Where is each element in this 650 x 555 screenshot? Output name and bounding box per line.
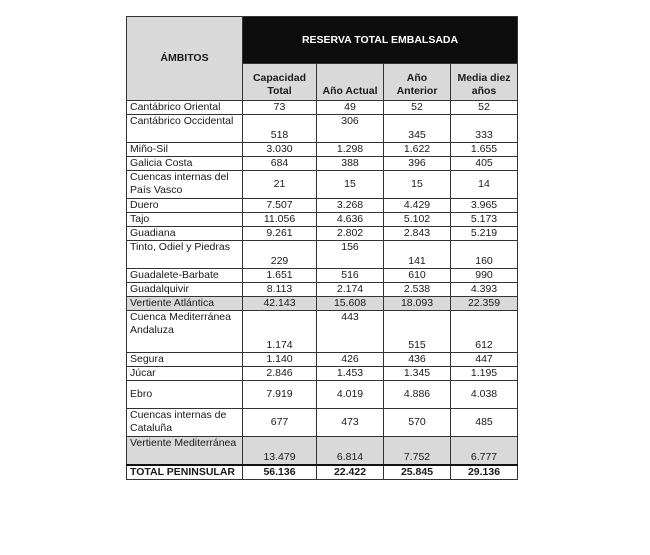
cell-anterior: 2.538 <box>384 283 451 297</box>
cell-media: 4.038 <box>451 381 518 409</box>
cell-anterior: 4.429 <box>384 199 451 213</box>
cell-anterior: 610 <box>384 269 451 283</box>
cell-media: 5.219 <box>451 227 518 241</box>
cell-actual: 22.422 <box>317 465 384 480</box>
cell-media: 52 <box>451 101 518 115</box>
cell-capacidad: 677 <box>243 409 317 437</box>
cell-capacidad: 8.113 <box>243 283 317 297</box>
cell-actual: 4.636 <box>317 213 384 227</box>
cell-media: 447 <box>451 353 518 367</box>
row-name: Cuencas internas de Cataluña <box>127 409 243 437</box>
cell-anterior: 515 <box>384 311 451 353</box>
cell-media: 405 <box>451 157 518 171</box>
cell-capacidad: 21 <box>243 171 317 199</box>
row-name: Guadalquivir <box>127 283 243 297</box>
cell-anterior: 4.886 <box>384 381 451 409</box>
cell-actual: 2.802 <box>317 227 384 241</box>
table-row <box>127 143 518 157</box>
reservoir-table <box>126 16 518 480</box>
cell-media: 3.965 <box>451 199 518 213</box>
row-name: Cuenca Mediterránea Andaluza <box>127 311 243 353</box>
table-row <box>127 311 518 353</box>
table-row <box>127 353 518 367</box>
subtotal-row <box>127 297 518 311</box>
cell-capacidad: 7.507 <box>243 199 317 213</box>
row-name: TOTAL PENINSULAR <box>127 465 243 480</box>
cell-media: 612 <box>451 311 518 353</box>
cell-media: 29.136 <box>451 465 518 480</box>
cell-anterior: 2.843 <box>384 227 451 241</box>
row-name: Guadiana <box>127 227 243 241</box>
cell-anterior: 345 <box>384 115 451 143</box>
cell-media: 4.393 <box>451 283 518 297</box>
cell-capacidad: 2.846 <box>243 367 317 381</box>
row-name: Vertiente Atlántica <box>127 297 243 311</box>
cell-actual: 516 <box>317 269 384 283</box>
cell-media: 14 <box>451 171 518 199</box>
row-name: Duero <box>127 199 243 213</box>
cell-capacidad: 3.030 <box>243 143 317 157</box>
cell-anterior: 1.345 <box>384 367 451 381</box>
cell-media: 485 <box>451 409 518 437</box>
cell-actual: 4.019 <box>317 381 384 409</box>
cell-capacidad: 684 <box>243 157 317 171</box>
cell-actual: 473 <box>317 409 384 437</box>
cell-media: 22.359 <box>451 297 518 311</box>
cell-capacidad: 73 <box>243 101 317 115</box>
row-name: Tinto, Odiel y Piedras <box>127 241 243 269</box>
row-name: Guadalete-Barbate <box>127 269 243 283</box>
cell-media: 6.777 <box>451 437 518 466</box>
ambitos-header: ÁMBITOS <box>127 17 243 101</box>
cell-capacidad: 11.056 <box>243 213 317 227</box>
cell-anterior: 141 <box>384 241 451 269</box>
row-name: Cantábrico Oriental <box>127 101 243 115</box>
table-row <box>127 213 518 227</box>
row-name: Vertiente Mediterránea <box>127 437 243 466</box>
cell-anterior: 15 <box>384 171 451 199</box>
cell-capacidad: 229 <box>243 241 317 269</box>
cell-actual: 306 <box>317 115 384 143</box>
row-name: Tajo <box>127 213 243 227</box>
row-name: Júcar <box>127 367 243 381</box>
row-name: Cuencas internas del País Vasco <box>127 171 243 199</box>
reserva-header: RESERVA TOTAL EMBALSADA <box>243 17 518 64</box>
table-row <box>127 115 518 143</box>
cell-anterior: 18.093 <box>384 297 451 311</box>
cell-actual: 1.298 <box>317 143 384 157</box>
row-name: Segura <box>127 353 243 367</box>
table-row <box>127 367 518 381</box>
total-row <box>127 465 518 480</box>
col-header-media: Media diez años <box>451 64 518 101</box>
cell-actual: 3.268 <box>317 199 384 213</box>
cell-actual: 15.608 <box>317 297 384 311</box>
cell-capacidad: 9.261 <box>243 227 317 241</box>
cell-media: 1.655 <box>451 143 518 157</box>
cell-media: 990 <box>451 269 518 283</box>
cell-anterior: 5.102 <box>384 213 451 227</box>
cell-capacidad: 56.136 <box>243 465 317 480</box>
cell-media: 333 <box>451 115 518 143</box>
col-header-capacidad: Capacidad Total <box>243 64 317 101</box>
cell-anterior: 1.622 <box>384 143 451 157</box>
cell-anterior: 436 <box>384 353 451 367</box>
row-name: Galicia Costa <box>127 157 243 171</box>
table-row <box>127 269 518 283</box>
table-row <box>127 101 518 115</box>
subtotal-row <box>127 437 518 466</box>
cell-capacidad: 1.651 <box>243 269 317 283</box>
col-header-anterior: Año Anterior <box>384 64 451 101</box>
cell-actual: 49 <box>317 101 384 115</box>
cell-capacidad: 13.479 <box>243 437 317 466</box>
cell-actual: 388 <box>317 157 384 171</box>
table-row <box>127 409 518 437</box>
cell-capacidad: 1.174 <box>243 311 317 353</box>
cell-capacidad: 1.140 <box>243 353 317 367</box>
cell-capacidad: 518 <box>243 115 317 143</box>
cell-actual: 15 <box>317 171 384 199</box>
cell-media: 5.173 <box>451 213 518 227</box>
table-row <box>127 171 518 199</box>
row-name: Miño-Sil <box>127 143 243 157</box>
cell-media: 1.195 <box>451 367 518 381</box>
table-row <box>127 227 518 241</box>
cell-anterior: 570 <box>384 409 451 437</box>
cell-anterior: 7.752 <box>384 437 451 466</box>
col-header-actual: Año Actual <box>317 64 384 101</box>
cell-actual: 426 <box>317 353 384 367</box>
cell-actual: 1.453 <box>317 367 384 381</box>
table-row <box>127 283 518 297</box>
table-row <box>127 199 518 213</box>
cell-anterior: 52 <box>384 101 451 115</box>
cell-actual: 443 <box>317 311 384 353</box>
cell-anterior: 396 <box>384 157 451 171</box>
cell-actual: 156 <box>317 241 384 269</box>
cell-capacidad: 7.919 <box>243 381 317 409</box>
table-row <box>127 381 518 409</box>
cell-actual: 2.174 <box>317 283 384 297</box>
table-row <box>127 157 518 171</box>
table-row <box>127 241 518 269</box>
cell-anterior: 25.845 <box>384 465 451 480</box>
cell-capacidad: 42.143 <box>243 297 317 311</box>
row-name: Ebro <box>127 381 243 409</box>
row-name: Cantábrico Occidental <box>127 115 243 143</box>
cell-actual: 6.814 <box>317 437 384 466</box>
cell-media: 160 <box>451 241 518 269</box>
